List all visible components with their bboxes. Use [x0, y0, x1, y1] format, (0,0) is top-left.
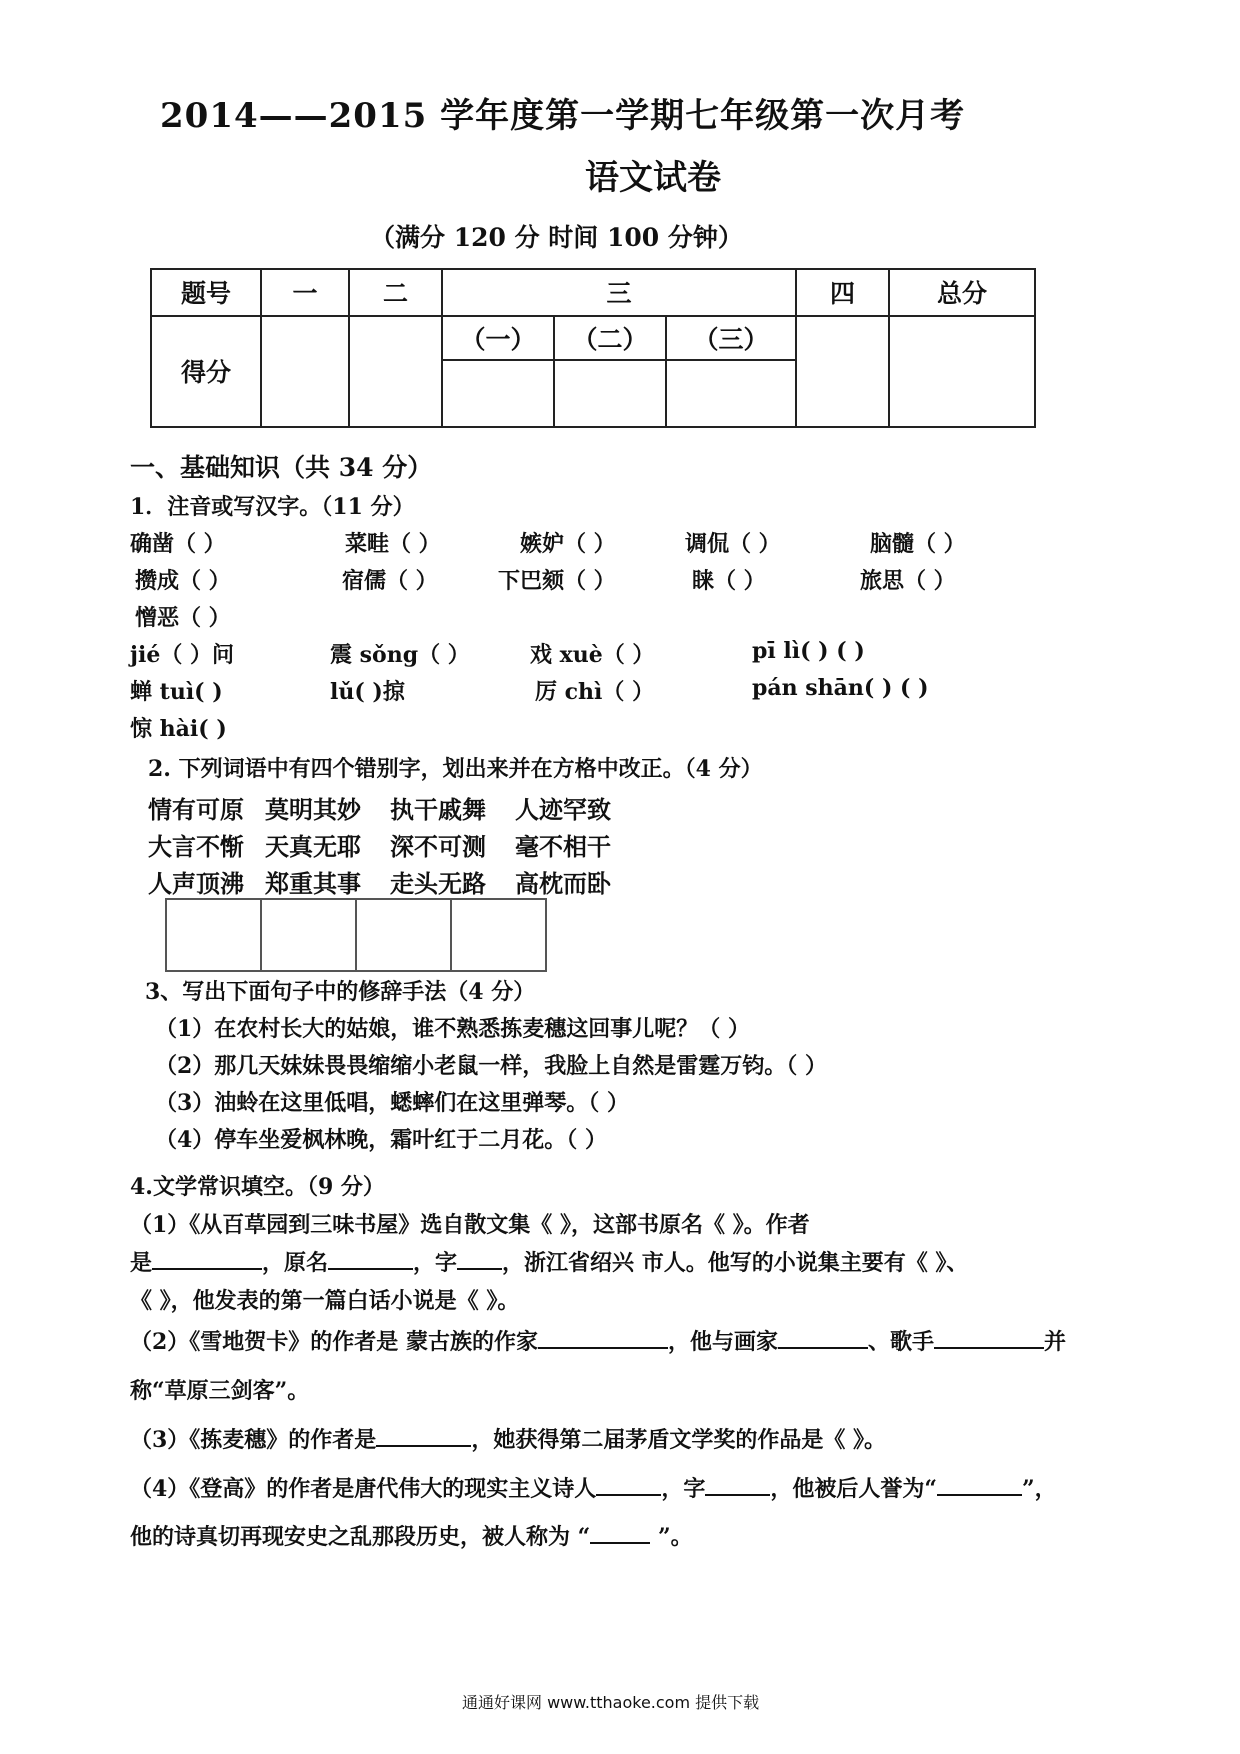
answer-blank[interactable] — [538, 1325, 668, 1349]
q1-item: 惊 hài( ) — [130, 716, 227, 742]
q4-text: 他的诗真切再现安史之乱那段历史，被人称为 “ — [130, 1524, 591, 1550]
q4-text: ，原名 — [262, 1250, 329, 1276]
exam-meta: （满分 120 分 时间 100 分钟） — [370, 223, 743, 252]
q1-item: 戏 xuè（ ） — [530, 642, 655, 668]
q1-item: 脑髓（ ） — [870, 531, 966, 557]
q1-item: 憎恶（ ） — [135, 605, 231, 631]
q1-item: jié（ ）问 — [130, 642, 234, 668]
q1-item: pī lì( ) ( ) — [752, 638, 865, 664]
q1-item: 下巴颏（ ） — [498, 568, 616, 594]
answer-blank[interactable] — [937, 1472, 1022, 1496]
q2-word: 执干戚舞 — [390, 795, 486, 824]
q2-word: 莫明其妙 — [265, 795, 361, 824]
answer-blank[interactable] — [152, 1246, 262, 1270]
q4-text: ”。 — [650, 1524, 693, 1550]
q1-item: 睐（ ） — [692, 568, 766, 594]
score-cell-2[interactable] — [349, 316, 442, 427]
answer-blank[interactable] — [590, 1520, 650, 1544]
score-table — [150, 268, 1036, 428]
correction-box[interactable] — [260, 898, 357, 972]
q4-heading: 4.文学常识填空。（9 分） — [130, 1174, 385, 1200]
score-header-2: 二 — [349, 269, 442, 316]
exam-title: 2014——2015 学年度第一学期七年级第一次月考 — [160, 96, 966, 136]
q1-item: 旅思（ ） — [860, 568, 956, 594]
answer-blank[interactable] — [934, 1325, 1044, 1349]
q2-word: 深不可测 — [390, 832, 486, 861]
q4-text: ，他与画家 — [667, 1329, 778, 1355]
q3-item: （1）在农村长大的姑娘，谁不熟悉拣麦穗这回事儿呢？（ ） — [155, 1016, 750, 1042]
score-header-label: 题号 — [151, 269, 261, 316]
q4-text: 、歌手 — [867, 1329, 934, 1355]
score-header-total: 总分 — [889, 269, 1035, 316]
section-1-title: 一、基础知识（共 34 分） — [130, 453, 433, 482]
answer-blank[interactable] — [328, 1246, 413, 1270]
q2-word: 人声顶沸 — [148, 869, 244, 898]
q4-text: ，他被后人誉为“ — [770, 1476, 937, 1502]
q2-word: 情有可原 — [148, 795, 244, 824]
q4-line — [130, 1423, 886, 1454]
score-cell-3-2[interactable] — [554, 360, 666, 427]
score-subheader-2: （二） — [554, 316, 666, 361]
answer-blank[interactable] — [705, 1472, 770, 1496]
q1-item: 厉 chì（ ） — [535, 679, 655, 705]
q2-word: 天真无耶 — [265, 832, 361, 861]
q4-line: 称“草原三剑客”。 — [130, 1378, 310, 1404]
answer-blank[interactable] — [778, 1325, 868, 1349]
q3-item: （3）油蛉在这里低唱，蟋蟀们在这里弹琴。（ ） — [155, 1090, 629, 1116]
correction-box[interactable] — [355, 898, 452, 972]
score-header-1: 一 — [261, 269, 349, 316]
score-subheader-1: （一） — [442, 316, 554, 361]
q4-text: ，她获得第二届茅盾文学奖的作品是《 》。 — [471, 1427, 886, 1453]
q3-item: （4）停车坐爱枫林晚，霜叶红于二月花。（ ） — [155, 1127, 607, 1153]
q2-word: 郑重其事 — [265, 869, 361, 898]
q1-item: 蝉 tuì( ) — [130, 679, 223, 705]
q1-item: 菜畦（ ） — [345, 531, 441, 557]
score-subheader-3: （三） — [666, 316, 796, 361]
q4-text: ”， — [1021, 1476, 1057, 1502]
q4-text: 是 — [130, 1250, 153, 1276]
q4-line — [130, 1520, 693, 1551]
q3-heading: 3、写出下面句子中的修辞手法（4 分） — [145, 979, 536, 1005]
q4-text: ，字 — [661, 1476, 706, 1502]
q4-text: （4）《登高》的作者是唐代伟大的现实主义诗人 — [130, 1476, 597, 1502]
q3-item: （2）那几天妹妹畏畏缩缩小老鼠一样，我脸上自然是雷霆万钧。（ ） — [155, 1053, 827, 1079]
q4-line: （1）《从百草园到三味书屋》选自散文集《 》，这部书原名《 》。作者 — [130, 1212, 810, 1238]
q1-item: lǔ( )掠 — [330, 679, 405, 705]
q2-heading: 2. 下列词语中有四个错别字，划出来并在方格中改正。（4 分） — [148, 756, 763, 782]
q1-item: 震 sǒng（ ） — [330, 642, 470, 668]
q2-word: 走头无路 — [390, 869, 486, 898]
q2-word: 毫不相干 — [515, 832, 611, 861]
q4-text: （2）《雪地贺卡》的作者是 蒙古族的作家 — [130, 1329, 538, 1355]
q4-line — [130, 1246, 968, 1277]
q4-line: 《 》，他发表的第一篇白话小说是《 》。 — [130, 1288, 520, 1314]
correction-box[interactable] — [165, 898, 262, 972]
score-cell-3-1[interactable] — [442, 360, 554, 427]
score-cell-3-3[interactable] — [666, 360, 796, 427]
q1-heading: 1．注音或写汉字。（11 分） — [130, 494, 415, 520]
q1-item: 宿儒（ ） — [342, 568, 438, 594]
correction-boxes — [165, 898, 547, 972]
q4-text: 并 — [1044, 1329, 1067, 1355]
q4-line — [130, 1472, 1057, 1503]
q1-item: 调侃（ ） — [685, 531, 781, 557]
q4-text: ，字 — [413, 1250, 458, 1276]
score-header-3: 三 — [442, 269, 796, 316]
q4-text: （3）《拣麦穗》的作者是 — [130, 1427, 377, 1453]
q4-text: ，浙江省绍兴 市人。他写的小说集主要有《 》、 — [502, 1250, 969, 1276]
page-footer: 通通好课网 www.tthaoke.com 提供下载 — [462, 1693, 760, 1712]
q1-item: 攒成（ ） — [135, 568, 231, 594]
score-cell-1[interactable] — [261, 316, 349, 427]
answer-blank[interactable] — [596, 1472, 661, 1496]
score-header-4: 四 — [796, 269, 889, 316]
correction-box[interactable] — [450, 898, 547, 972]
q1-item: 嫉妒（ ） — [520, 531, 616, 557]
score-cell-total[interactable] — [889, 316, 1035, 427]
q1-item: pán shān( ) ( ) — [752, 675, 929, 701]
exam-subtitle: 语文试卷 — [585, 158, 721, 198]
answer-blank[interactable] — [457, 1246, 502, 1270]
q1-item: 确凿（ ） — [130, 531, 226, 557]
score-cell-4[interactable] — [796, 316, 889, 427]
q2-word: 高枕而卧 — [515, 869, 611, 898]
q2-word: 大言不惭 — [148, 832, 244, 861]
q4-line — [130, 1325, 1066, 1356]
score-row-label: 得分 — [151, 316, 261, 427]
q2-word: 人迹罕致 — [515, 795, 611, 824]
answer-blank[interactable] — [376, 1423, 471, 1447]
